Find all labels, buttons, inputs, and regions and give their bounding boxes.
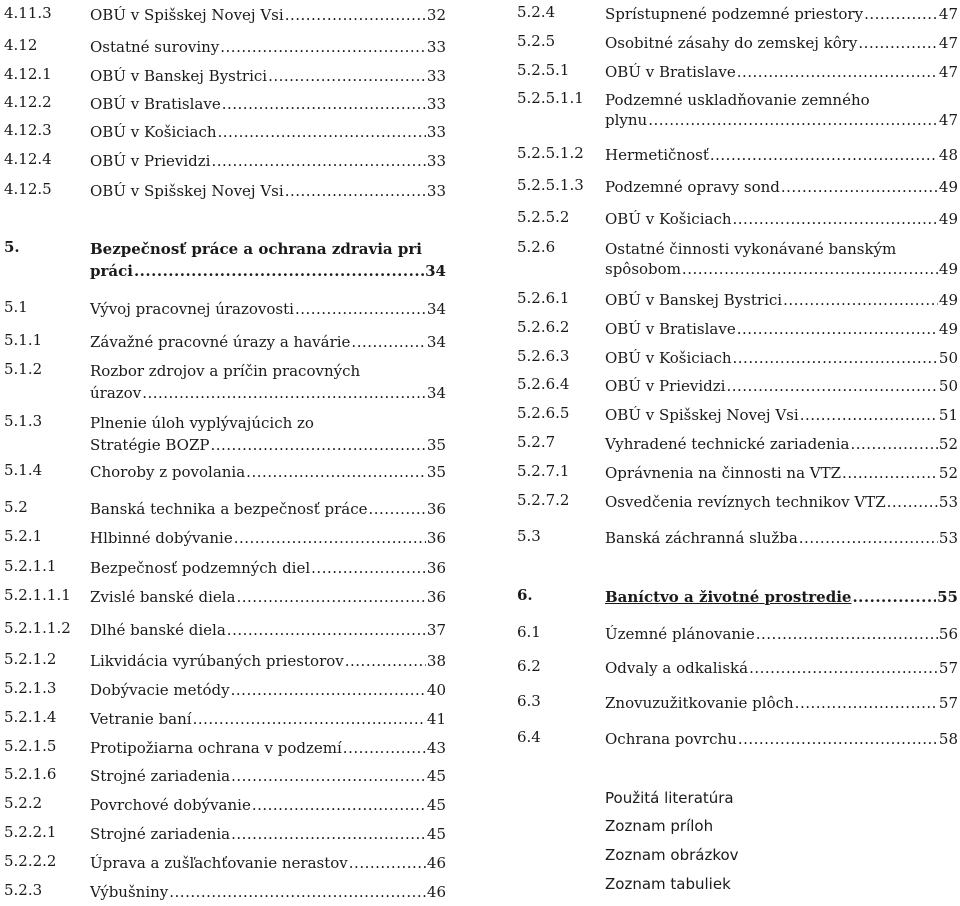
toc-page: 47 <box>938 5 958 23</box>
toc-title: OBÚ v Spišskej Novej Vsi <box>90 6 284 24</box>
toc-title: OBÚ v Banskej Bystrici <box>605 291 783 309</box>
toc-page: 56 <box>938 625 958 643</box>
toc-page: 48 <box>938 146 958 164</box>
toc-title: OBÚ v Spišskej Novej Vsi <box>90 182 284 200</box>
toc-title-line-1: Plnenie úloh vyplývajúcich zo <box>90 414 314 432</box>
toc-number: 5.2.7.1 <box>517 462 570 480</box>
toc-page: 52 <box>938 464 958 482</box>
toc-title-line-2: plynu <box>605 111 648 129</box>
toc-page: 36 <box>426 559 446 577</box>
toc-page: 33 <box>426 152 446 170</box>
toc-title: OBÚ v Košiciach <box>605 210 732 228</box>
toc-title: Podzemné opravy sond <box>605 178 780 196</box>
toc-number: 5.1.1 <box>4 331 43 349</box>
toc-number: 5.2.1.1.2 <box>4 619 71 637</box>
toc-number: 5.2.2.1 <box>4 823 57 841</box>
appendix-attachments[interactable]: Zoznam príloh <box>605 817 714 835</box>
toc-title: OBÚ v Bratislave <box>605 63 736 81</box>
toc-page: 58 <box>938 730 958 748</box>
toc-number: 4.12.5 <box>4 180 52 198</box>
toc-page: 53 <box>938 529 958 547</box>
toc-page: 35 <box>426 436 446 454</box>
toc-page: 53 <box>938 493 958 511</box>
toc-page: 52 <box>938 435 958 453</box>
toc-title: Strojné zariadenia <box>90 767 231 785</box>
toc-title: Závažné pracovné úrazy a havárie <box>90 333 351 351</box>
toc-title: Ochrana povrchu <box>605 730 737 748</box>
toc-number: 5.2.7 <box>517 433 556 451</box>
toc-page: 36 <box>426 529 446 547</box>
toc-page: 40 <box>426 681 446 699</box>
toc-page: 49 <box>938 320 958 338</box>
toc-page: 34 <box>426 300 446 318</box>
toc-title: Choroby z povolania <box>90 463 246 481</box>
toc-page: 57 <box>938 659 958 677</box>
toc-page: 45 <box>426 825 446 843</box>
toc-title: Zvislé banské diela <box>90 588 236 606</box>
toc-number: 5.3 <box>517 527 541 545</box>
toc-number: 4.12.4 <box>4 150 52 168</box>
toc-number: 5.2.5.1 <box>517 61 570 79</box>
toc-title-line-2: úrazov <box>90 384 142 402</box>
toc-page: 47 <box>938 63 958 81</box>
toc-number: 5.2.5.1.3 <box>517 176 584 194</box>
toc-title: Hlbinné dobývanie <box>90 529 233 547</box>
toc-title: Bezpečnosť podzemných diel <box>90 559 311 577</box>
toc-title: Protipožiarna ochrana v podzemí <box>90 739 342 757</box>
toc-number: 5.2 <box>4 498 28 516</box>
toc-page: 46 <box>426 883 446 901</box>
toc-number: 6.3 <box>517 692 541 710</box>
toc-title: OBÚ v Banskej Bystrici <box>90 67 268 85</box>
toc-page: 55 <box>937 588 958 606</box>
toc-number: 5.1.3 <box>4 412 43 430</box>
toc-page: 33 <box>426 67 446 85</box>
toc-title: Dobývacie metódy <box>90 681 230 699</box>
toc-page: 36 <box>426 500 446 518</box>
toc-page: 33 <box>426 182 446 200</box>
toc-number: 6. <box>517 586 533 604</box>
toc-title: OBÚ v Prievidzi <box>90 152 211 170</box>
toc-number: 5.2.1 <box>4 527 43 545</box>
toc-title-line-1: Podzemné uskladňovanie zemného <box>605 91 870 109</box>
toc-number: 5.2.2.2 <box>4 852 57 870</box>
toc-number: 4.12.2 <box>4 93 52 111</box>
toc-title-line-1: Bezpečnosť práce a ochrana zdravia pri <box>90 240 422 258</box>
toc-page: 32 <box>426 6 446 24</box>
toc-number: 5.2.4 <box>517 3 556 21</box>
toc-page: 35 <box>426 463 446 481</box>
toc-page: 50 <box>938 349 958 367</box>
toc-number: 5.2.5.1.1 <box>517 89 584 107</box>
toc-title: Sprístupnené podzemné priestory <box>605 5 864 23</box>
toc-title-line-1: Ostatné činnosti vykonávané banským <box>605 240 897 258</box>
toc-number: 5.1 <box>4 298 28 316</box>
toc-title: Odvaly a odkaliská <box>605 659 749 677</box>
toc-title: Výbušniny <box>90 883 169 901</box>
toc-page: 51 <box>938 406 958 424</box>
toc-title: Osvedčenia revíznych technikov VTZ <box>605 493 886 511</box>
toc-number: 5.2.1.3 <box>4 679 57 697</box>
toc-number: 6.4 <box>517 728 541 746</box>
toc-number: 5.2.5.2 <box>517 208 570 226</box>
toc-page: 49 <box>938 178 958 196</box>
toc-number: 4.11.3 <box>4 4 52 22</box>
toc-title: OBÚ v Košiciach <box>605 349 732 367</box>
toc-number: 5.2.1.1.1 <box>4 586 71 604</box>
toc-number: 5.2.2 <box>4 794 43 812</box>
toc-title: OBÚ v Prievidzi <box>605 377 726 395</box>
toc-page: 46 <box>426 854 446 872</box>
toc-title: Banská záchranná služba <box>605 529 798 547</box>
toc-page: 50 <box>938 377 958 395</box>
toc-number: 5.2.6.1 <box>517 289 570 307</box>
toc-title: Znovuzužitkovanie plôch <box>605 694 794 712</box>
toc-page: 33 <box>426 123 446 141</box>
toc-page: 57 <box>938 694 958 712</box>
toc-number: 5.2.7.2 <box>517 491 570 509</box>
toc-number: 5.1.2 <box>4 360 43 378</box>
toc-number: 6.2 <box>517 657 541 675</box>
toc-title: OBÚ v Spišskej Novej Vsi <box>605 406 799 424</box>
toc-number: 5.2.1.5 <box>4 737 57 755</box>
toc-number: 5.2.5 <box>517 32 556 50</box>
toc-number: 5.2.5.1.2 <box>517 144 584 162</box>
toc-number: 5.2.3 <box>4 881 43 899</box>
toc-number: 6.1 <box>517 623 541 641</box>
toc-title-line-1: Rozbor zdrojov a príčin pracovných <box>90 362 361 380</box>
toc-page: 34 <box>426 333 446 351</box>
toc-number: 4.12.1 <box>4 65 52 83</box>
toc-number: 5.2.6.3 <box>517 347 570 365</box>
toc-number: 5.2.1.2 <box>4 650 57 668</box>
toc-title: Strojné zariadenia <box>90 825 231 843</box>
appendix-tables[interactable]: Zoznam tabuliek <box>605 875 731 893</box>
appendix-figures[interactable]: Zoznam obrázkov <box>605 846 739 864</box>
toc-title: Oprávnenia na činnosti na VTZ <box>605 464 842 482</box>
toc-page: 47 <box>938 34 958 52</box>
toc-title: Banská technika a bezpečnosť práce <box>90 500 368 518</box>
toc-page: 38 <box>426 652 446 670</box>
toc-number: 5.2.6.2 <box>517 318 570 336</box>
toc-page: 34 <box>425 262 446 280</box>
appendix-literature[interactable]: Použitá literatúra <box>605 789 734 807</box>
toc-title: Hermetičnosť <box>605 146 709 164</box>
toc-page: 34 <box>426 384 446 402</box>
toc-title: Vetranie baní <box>90 710 192 728</box>
toc-number: 5. <box>4 238 20 256</box>
toc-title: Ostatné suroviny <box>90 38 220 56</box>
toc-title: Dlhé banské diela <box>90 621 226 639</box>
toc-page: 41 <box>426 710 446 728</box>
toc-number: 5.2.1.4 <box>4 708 57 726</box>
toc-title-line-2: Stratégie BOZP <box>90 436 210 454</box>
toc-number: 5.2.1.1 <box>4 557 57 575</box>
toc-page: 37 <box>426 621 446 639</box>
toc-title: Baníctvo a životné prostredie <box>605 588 852 606</box>
toc-title: OBÚ v Bratislave <box>90 95 221 113</box>
toc-number: 4.12.3 <box>4 121 52 139</box>
toc-title-line-2: práci <box>90 262 133 280</box>
toc-number: 5.2.6.5 <box>517 404 570 422</box>
toc-title: Územné plánovanie <box>605 625 755 643</box>
toc-title: Povrchové dobývanie <box>90 796 251 814</box>
toc-number: 5.2.6 <box>517 238 556 256</box>
toc-page: 49 <box>938 210 958 228</box>
toc-page: 33 <box>426 38 446 56</box>
toc-title: OBÚ v Bratislave <box>605 320 736 338</box>
toc-number: 5.2.6.4 <box>517 375 570 393</box>
toc-title: Likvidácia vyrúbaných priestorov <box>90 652 344 670</box>
toc-number: 5.2.1.6 <box>4 765 57 783</box>
toc-title: Osobitné zásahy do zemskej kôry <box>605 34 858 52</box>
toc-page: 49 <box>938 291 958 309</box>
toc-title: OBÚ v Košiciach <box>90 123 217 141</box>
toc-number: 4.12 <box>4 36 38 54</box>
toc-title: Vyhradené technické zariadenia <box>605 435 850 453</box>
toc-title: Úprava a zušľachťovanie nerastov <box>90 854 348 872</box>
toc-number: 5.1.4 <box>4 461 43 479</box>
toc-page: 45 <box>426 796 446 814</box>
toc-page: 43 <box>426 739 446 757</box>
toc-page: 47 <box>938 111 958 129</box>
toc-title-line-2: spôsobom <box>605 260 681 278</box>
toc-page: 49 <box>938 260 958 278</box>
toc-page: 33 <box>426 95 446 113</box>
toc-page: 36 <box>426 588 446 606</box>
toc-title: Vývoj pracovnej úrazovosti <box>90 300 294 318</box>
toc-page: 45 <box>426 767 446 785</box>
